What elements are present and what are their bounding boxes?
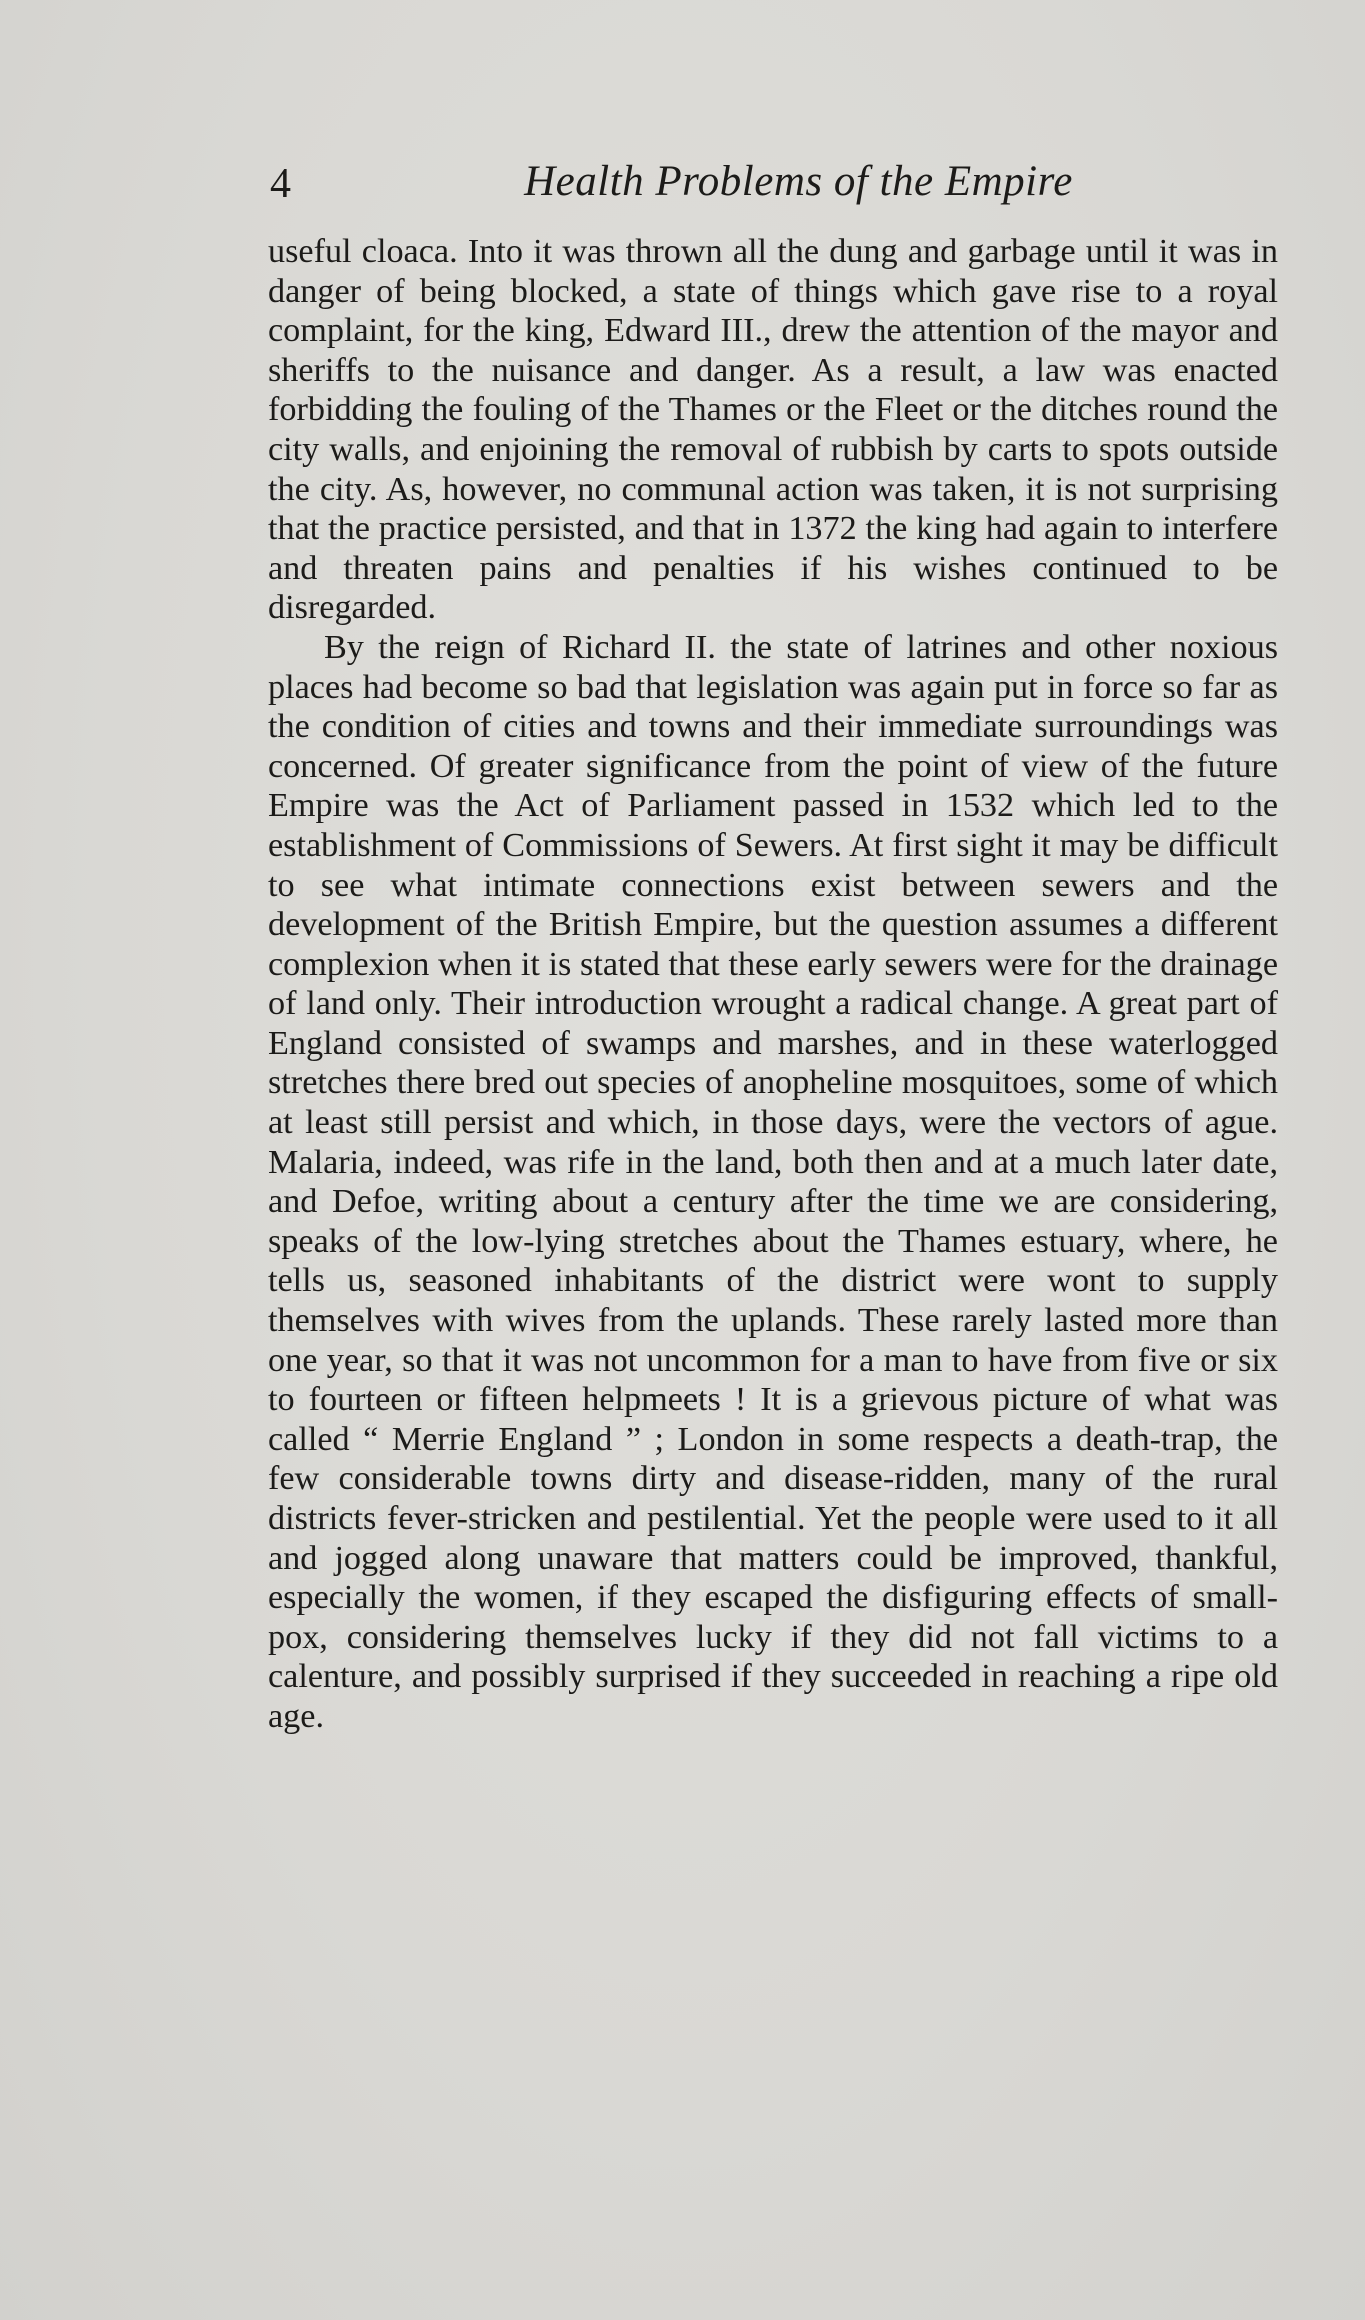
body-text: [268, 232, 1278, 1737]
paragraph-1: useful cloaca. Into it was thrown all the dung and garbage until it was in danger of being blocked, a state of things which gave rise to a royal complaint, for the king, Edward III., drew the attention of the mayor and sheriffs to the nuisance and danger. As a result, a law was enacted forbidding the fouling of the Thames or the Fleet or the ditches round the city walls, and enjoining the removal of rubbish by carts to spots outside the city. As, however, no communal action was taken, it is not surprising that the practice persisted, and that in 1372 the king had again to interfere and threaten pains and penalties if his wishes continued to be disregarded.: [268, 233, 1278, 627]
page-number: 4: [270, 161, 291, 207]
paragraph-2: By the reign of Richard II. the state of latrines and other noxious places had become so bad that legislation was again put in force so far as the condition of cities and towns and their immediate surroundings was concerned. Of greater significance from the point of view of the future Empire was the Act of Parliament passed in 1532 which led to the establishment of Commissions of Sewers. At first sight it may be difficult to see what intimate connections exist between sewers and the development of the British Empire, but the question assumes a different complexion when it is stated that these early sewers were for the drainage of land only. Their introduction wrought a radical change. A great part of England consisted of swamps and marshes, and in these waterlogged stretches there bred out species of anopheline mosquitoes, some of which at least still persist and which, in those days, were the vectors of ague. Malaria, indeed, was rife in the land, both then and at a much later date, and Defoe, writing about a century after the time we are considering, speaks of the low-lying stretches about the Thames estuary, where, he tells us, seasoned inhabitants of the district were wont to supply themselves with wives from the uplands. These rarely lasted more than one year, so that it was not uncommon for a man to have from five or six to fourteen or fifteen helpmeets ! It is a grievous picture of what was called “ Merrie England ” ; London in some respects a death-trap, the few considerable towns dirty and disease-ridden, many of the rural districts fever-stricken and pestilential. Yet the people were used to it all and jogged along unaware that matters could be improved, thankful, especially the women, if they escaped the disfiguring effects of small-pox, considering themselves lucky if they did not fall victims to a calenture, and possibly surprised if they succeeded in reaching a ripe old age.: [268, 628, 1278, 1735]
running-title: Health Problems of the Empire: [524, 158, 1073, 205]
running-head: [270, 150, 1277, 220]
